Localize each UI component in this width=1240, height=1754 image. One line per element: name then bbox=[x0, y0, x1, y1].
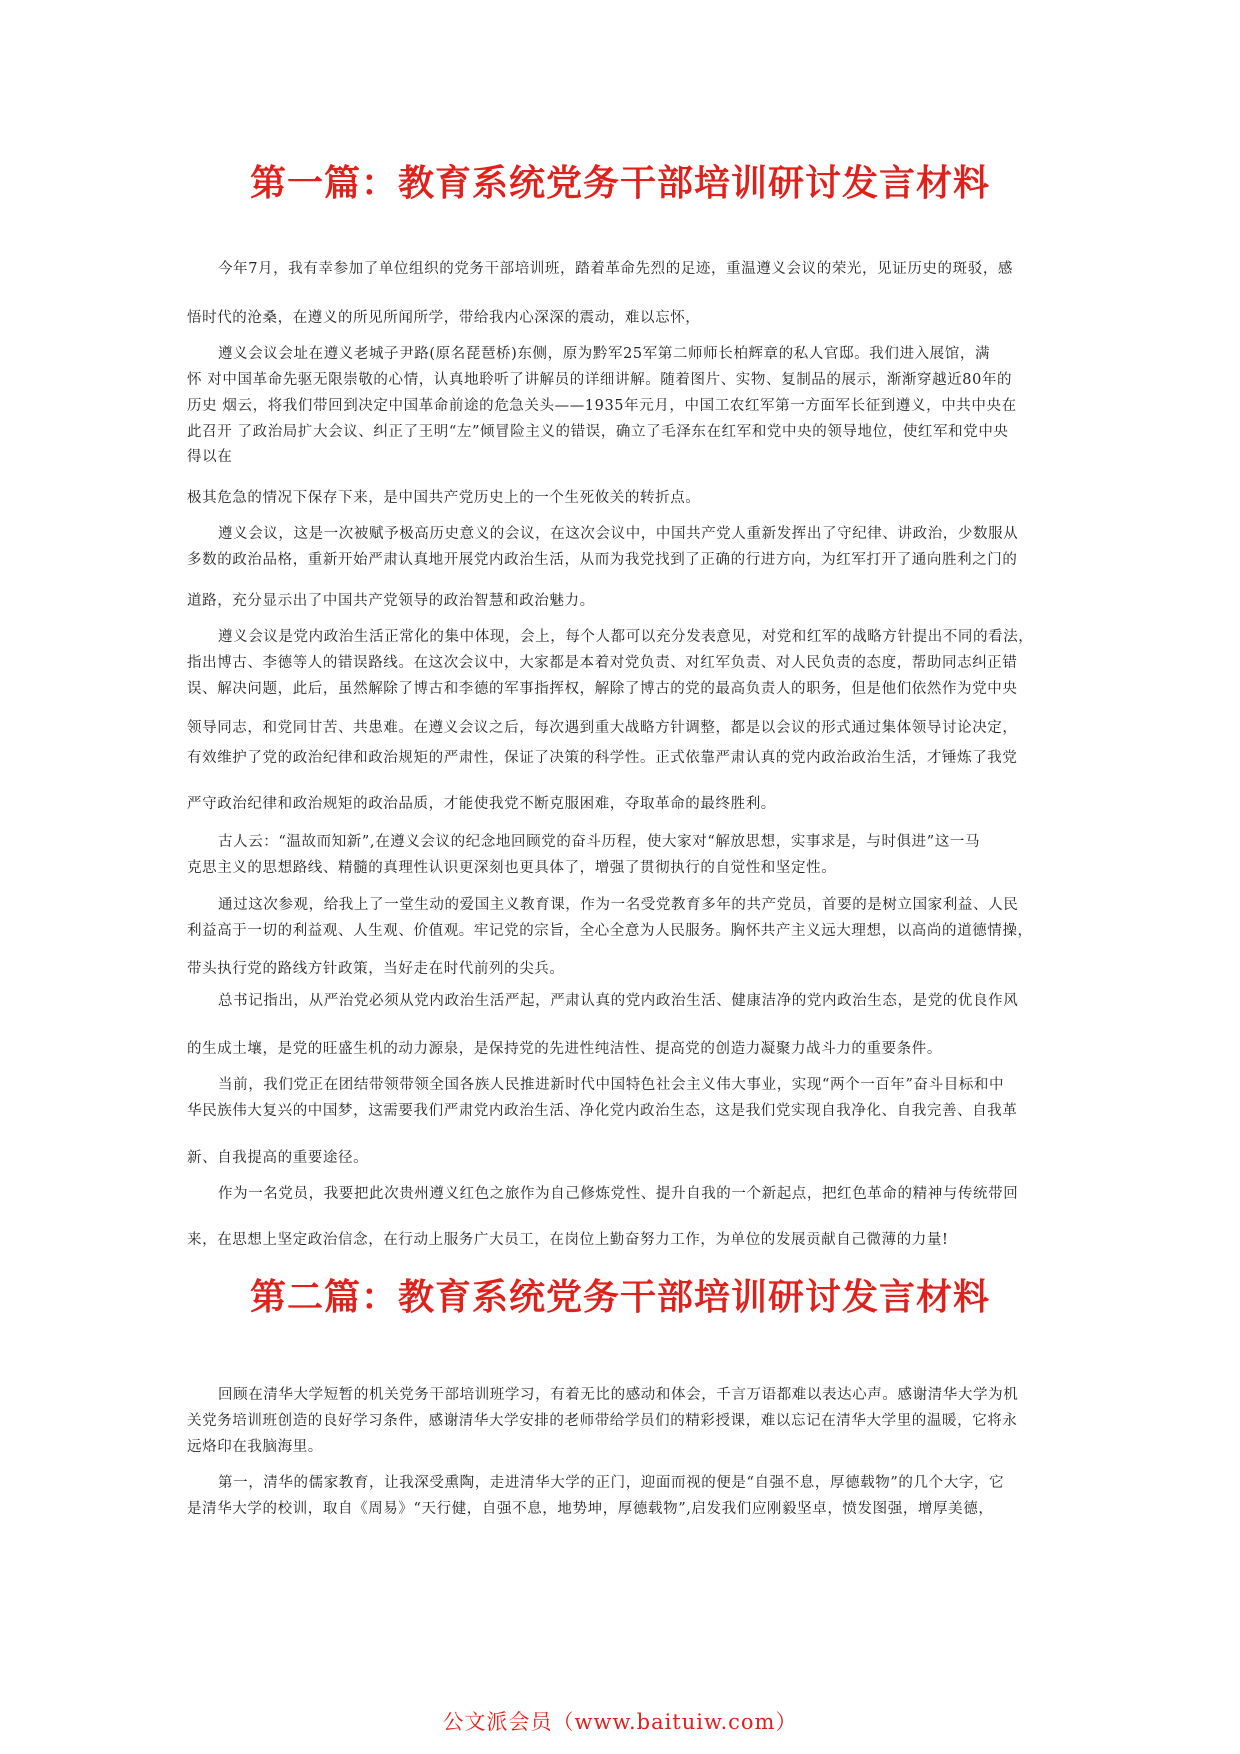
paragraph-line: 悟时代的沧桑，在遵义的所见所闻所学，带给我内心深深的震动，难以忘怀， bbox=[187, 310, 701, 326]
paragraph-line: 古人云：“温故而知新”,在遵义会议的纪念地回顾党的奋斗历程，使大家对“解放思想，实事求是，与时俱进”这一马 bbox=[218, 834, 981, 850]
paragraph-line: 有效维护了党的政治纪律和政治规矩的严肃性，保证了决策的科学性。正式依靠严肃认真的党内政治政治生活，才锤炼了我党 bbox=[187, 750, 1018, 766]
paragraph-line: 回顾在清华大学短暂的机关党务干部培训班学习，有着无比的感动和体会，千言万语都难以表达心声。感谢清华大学为机 bbox=[218, 1387, 1019, 1403]
paragraph-line: 是清华大学的校训，取自《周易》“天行健，自强不息，地势坤，厚德载物”,启发我们应刚毅坚卓，愤发图强，增厚美德， bbox=[187, 1501, 994, 1517]
paragraph-line: 怀 对中国革命先驱无限崇敬的心情，认真地聆听了讲解员的详细讲解。随着图片、实物、复制品的展示，渐渐穿越近80年的 bbox=[187, 372, 1013, 388]
paragraph-line: 指出博古、李德等人的错误路线。在这次会议中，大家都是本着对党负责、对红军负责、对人民负责的态度，帮助同志纠正错 bbox=[187, 655, 1018, 671]
paragraph-line: 作为一名党员，我要把此次贵州遵义红色之旅作为自己修炼党性、提升自我的一个新起点，把红色革命的精神与传统带回 bbox=[218, 1186, 1019, 1202]
paragraph-line: 误、解决问题，此后，虽然解除了博古和李德的军事指挥权，解除了博古的党的最高负责人的职务，但是他们依然作为党中央 bbox=[187, 681, 1018, 697]
paragraph-line: 利益高于一切的利益观、人生观、价值观。牢记党的宗旨，全心全意为人民服务。胸怀共产主义远大理想，以高尚的道德情操， bbox=[187, 923, 1033, 939]
paragraph-line: 第一，清华的儒家教育，让我深受熏陶，走进清华大学的正门，迎面而视的便是“自强不息，厚德载物”的几个大字，它 bbox=[218, 1475, 1005, 1491]
paragraph-line: 此召开 了政治局扩大会议、纠正了王明“左”倾冒险主义的错误，确立了毛泽东在红军和党中央的领导地位，使红军和党中央 bbox=[187, 424, 1009, 440]
paragraph-line: 华民族伟大复兴的中国梦，这需要我们严肃党内政治生活、净化党内政治生态，这是我们党实现自我净化、自我完善、自我革 bbox=[187, 1103, 1018, 1119]
paragraph-line: 遵义会议会址在遵义老城子尹路(原名琵琶桥)东侧，原为黔军25军第二师师长柏辉章的私人官邸。我们进入展馆，满 bbox=[218, 346, 991, 362]
paragraph-line: 多数的政治品格，重新开始严肃认真地开展党内政治生活，从而为我党找到了正确的行进方向，为红军打开了通向胜利之门的 bbox=[187, 552, 1018, 568]
paragraph-line: 历史 烟云，将我们带回到决定中国革命前途的危急关头——1935年元月，中国工农红军第一方面军长征到遵义，中共中央在 bbox=[187, 398, 1017, 414]
paragraph-line: 领导同志，和党同甘苦、共患难。在遵义会议之后，每次遇到重大战略方针调整，都是以会议的形式通过集体领导讨论决定， bbox=[187, 720, 1018, 736]
paragraph-line: 总书记指出，从严治党必须从党内政治生活严起，严肃认真的党内政治生活、健康洁净的党内政治生态，是党的优良作风 bbox=[218, 993, 1019, 1009]
article-title-1: 第一篇：教育系统党务干部培训研讨发言材料 bbox=[249, 163, 990, 204]
paragraph-line: 关党务培训班创造的良好学习条件，感谢清华大学安排的老师带给学员们的精彩授课，难以忘记在清华大学里的温暖，它将永 bbox=[187, 1413, 1018, 1429]
paragraph-line: 带头执行党的路线方针政策，当好走在时代前列的尖兵。 bbox=[187, 961, 565, 977]
paragraph-line: 当前，我们党正在团结带领带领全国各族人民推进新时代中国特色社会主义伟大事业，实现“两个一百年”奋斗目标和中 bbox=[218, 1077, 1005, 1093]
paragraph-line: 遵义会议是党内政治生活正常化的集中体现，会上，每个人都可以充分发表意见，对党和红军的战略方针提出不同的看法， bbox=[218, 629, 1034, 645]
article-title-2: 第二篇：教育系统党务干部培训研讨发言材料 bbox=[249, 1277, 990, 1318]
footer-watermark: 公文派会员（www.baituiw.com） bbox=[442, 1710, 798, 1734]
paragraph-line: 遵义会议，这是一次被赋予极高历史意义的会议，在这次会议中，中国共产党人重新发挥出了守纪律、讲政治，少数服从 bbox=[218, 526, 1019, 542]
paragraph-line: 极其危急的情况下保存下来，是中国共产党历史上的一个生死攸关的转折点。 bbox=[187, 490, 701, 506]
paragraph-line: 严守政治纪律和政治规矩的政治品质，才能使我党不断克服困难，夺取革命的最终胜利。 bbox=[187, 796, 776, 812]
paragraph-line: 道路，充分显示出了中国共产党领导的政治智慧和政治魅力。 bbox=[187, 593, 595, 609]
paragraph-line: 远烙印在我脑海里。 bbox=[187, 1439, 323, 1455]
paragraph-line: 得以在 bbox=[187, 449, 233, 465]
paragraph-line: 的生成土壤，是党的旺盛生机的动力源泉，是保持党的先进性纯洁性、提高党的创造力凝聚力战斗力的重要条件。 bbox=[187, 1041, 942, 1057]
paragraph-line: 新、自我提高的重要途径。 bbox=[187, 1150, 369, 1166]
paragraph-line: 通过这次参观，给我上了一堂生动的爱国主义教育课，作为一名受党教育多年的共产党员，首要的是树立国家利益、人民 bbox=[218, 897, 1019, 913]
paragraph-line: 今年7月，我有幸参加了单位组织的党务干部培训班，踏着革命先烈的足迹，重温遵义会议的荣光，见证历史的斑驳，感 bbox=[218, 261, 1014, 277]
paragraph-line: 来，在思想上坚定政治信念，在行动上服务广大员工，在岗位上勤奋努力工作，为单位的发展贡献自己微薄的力量! bbox=[187, 1232, 949, 1248]
paragraph-line: 克思主义的思想路线、精髓的真理性认识更深刻也更具体了，增强了贯彻执行的自觉性和坚定性。 bbox=[187, 860, 837, 876]
